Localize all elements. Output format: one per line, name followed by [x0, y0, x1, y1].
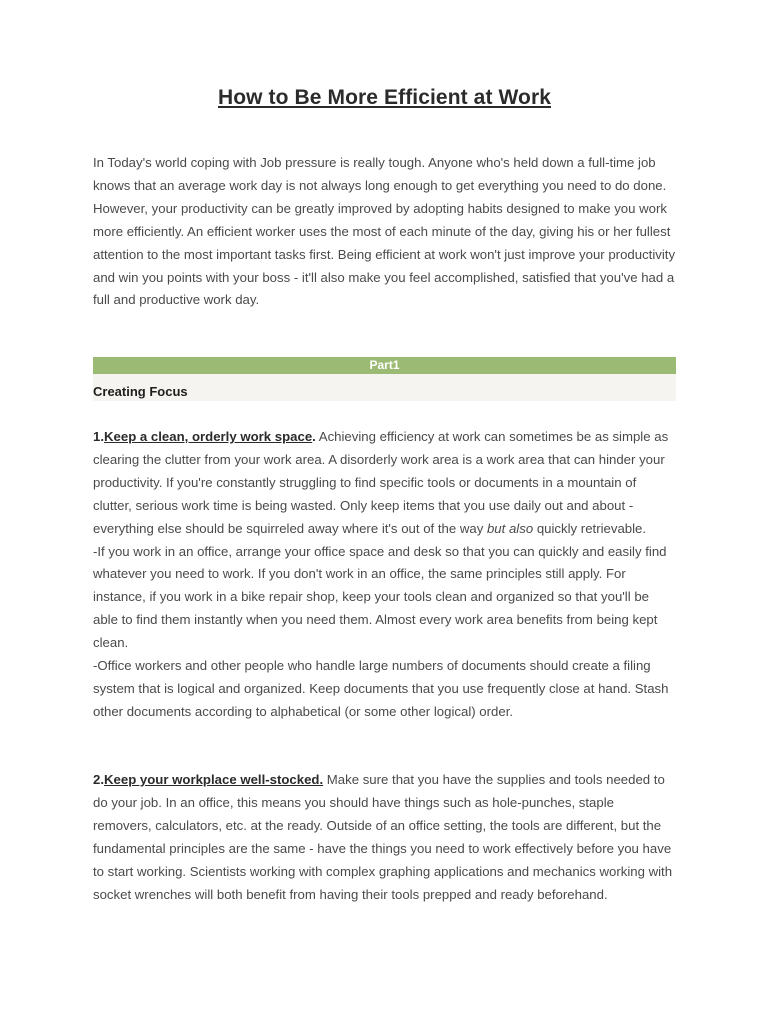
- item-1-italic: but also: [486, 520, 534, 536]
- item-2-body: Make sure that you have the supplies and tools needed to do your job. In an office, this means you should have things such as hole-punches, staple removers, calculators, etc. at the ready. Outside of an office setting, the tools are different, but the fundamental principles are the same - have the things you need to work effectively before you have to start working. Scientists working with complex graphing applications and mechanics working with socket wrenches will both benefit from having their tools prepped and ready beforehand.: [93, 772, 673, 902]
- item-1-paragraph: [93, 426, 676, 541]
- list-item-2: [93, 769, 676, 906]
- item-1-lead-end: .: [312, 429, 316, 444]
- item-1-bullet-2: -Office workers and other people who handle large numbers of documents should create a filing system that is logical and organized. Keep documents that you use frequently close at hand. Stash other documents according to alphabetical (or some other logical) order.: [93, 658, 669, 719]
- list-item-1: [93, 426, 676, 724]
- item-2-paragraph: [93, 769, 676, 906]
- section-heading: Creating Focus: [93, 374, 676, 401]
- item-1-lead: Keep a clean, orderly work space: [104, 429, 313, 444]
- intro-paragraph: In Today's world coping with Job pressure is really tough. Anyone who's held down a full-time job knows that an average work day is not always long enough to get everything you need to do done. However, your productivity can be greatly improved by adopting habits designed to make you work more efficiently. An efficient worker uses the most of each minute of the day, giving his or her fullest attention to the most important tasks first. Being efficient at work won't just improve your productivity and win you points with your boss - it'll also make you feel accomplished, satisfied that you've had a full and productive work day.: [93, 155, 676, 308]
- item-2-number: 2.: [93, 772, 104, 787]
- section-label-bar: Part1: [93, 357, 676, 374]
- item-1-body: Achieving efficiency at work can sometimes be as simple as clearing the clutter from your work area. A disorderly work area is a work area that can hinder your productivity. If you're constantly struggling to find specific tools or documents in a mountain of clutter, serious work time is being wasted. Only keep items that you use daily out and about - everything else should be squirreled away where it's out of the way: [93, 429, 669, 536]
- item-1-bullet-1: -If you work in an office, arrange your office space and desk so that you can quickly and easily find whatever you need to work. If you don't work in an office, the same principles still apply. For instance, if you work in a bike repair shop, keep your tools clean and organized so that you'll be able to find them instantly when you need them. Almost every work area benefits from being kept clean.: [93, 543, 667, 651]
- page-title: How to Be More Efficient at Work: [217, 86, 551, 109]
- item-1-number: 1.: [93, 429, 104, 444]
- item-1-body-end: quickly retrievable.: [533, 520, 647, 536]
- item-2-lead: Keep your workplace well-stocked.: [104, 772, 324, 787]
